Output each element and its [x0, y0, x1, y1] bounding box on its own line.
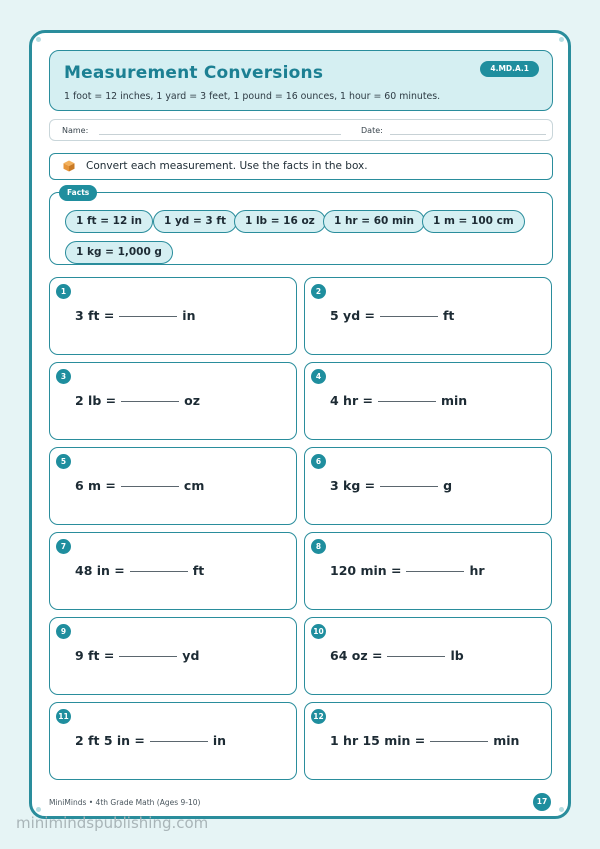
problem-left: 2 ft 5 in = — [75, 733, 145, 748]
problem-text — [75, 478, 204, 493]
problem-left: 1 hr 15 min = — [330, 733, 426, 748]
problem-number: 11 — [56, 709, 71, 724]
corner-dot — [559, 37, 564, 42]
answer-blank[interactable] — [406, 571, 464, 572]
problem-card — [49, 362, 297, 440]
problem-left: 3 kg = — [330, 478, 376, 493]
footer-text: MiniMinds • 4th Grade Math (Ages 9-10) — [49, 798, 201, 807]
watermark: minimindspublishing.com — [16, 814, 209, 832]
problem-left: 6 m = — [75, 478, 116, 493]
instruction-text: Convert each measurement. Use the facts in the box. — [86, 160, 368, 172]
corner-dot — [559, 807, 564, 812]
problem-text — [75, 393, 200, 408]
answer-blank[interactable] — [380, 316, 438, 317]
problem-unit: min — [440, 393, 468, 408]
problem-text — [330, 393, 467, 408]
problem-card — [49, 617, 297, 695]
problem-left: 3 ft = — [75, 308, 115, 323]
problem-card — [49, 447, 297, 525]
problem-text — [330, 648, 464, 663]
problem-number: 9 — [56, 624, 71, 639]
fact-chip: 1 kg = 1,000 g — [65, 241, 173, 264]
problem-unit: yd — [182, 648, 200, 663]
fact-chip: 1 yd = 3 ft — [153, 210, 237, 233]
problem-unit: lb — [450, 648, 464, 663]
cube-icon — [63, 160, 75, 172]
instruction-bar — [49, 153, 553, 180]
problem-unit: cm — [183, 478, 205, 493]
problem-text — [75, 733, 226, 748]
answer-blank[interactable] — [380, 486, 438, 487]
problem-left: 5 yd = — [330, 308, 375, 323]
problem-card — [49, 532, 297, 610]
problem-number: 5 — [56, 454, 71, 469]
problem-unit: g — [443, 478, 453, 493]
worksheet-page — [29, 30, 571, 819]
date-label: Date: — [361, 126, 383, 135]
answer-blank[interactable] — [121, 401, 179, 402]
problem-text — [75, 563, 204, 578]
problem-left: 9 ft = — [75, 648, 115, 663]
problem-left: 120 min = — [330, 563, 402, 578]
problem-number: 2 — [311, 284, 326, 299]
problem-unit: in — [182, 308, 196, 323]
problem-number: 6 — [311, 454, 326, 469]
answer-blank[interactable] — [150, 741, 208, 742]
answer-blank[interactable] — [430, 741, 488, 742]
problem-number: 1 — [56, 284, 71, 299]
answer-blank[interactable] — [378, 401, 436, 402]
problem-left: 64 oz = — [330, 648, 383, 663]
fact-chip: 1 lb = 16 oz — [234, 210, 326, 233]
problem-card — [304, 277, 552, 355]
answer-blank[interactable] — [130, 571, 188, 572]
page-number: 17 — [533, 793, 551, 811]
problem-card — [304, 702, 552, 780]
problem-left: 2 lb = — [75, 393, 117, 408]
problem-text — [330, 308, 454, 323]
answer-blank[interactable] — [121, 486, 179, 487]
worksheet-header — [49, 50, 553, 111]
problem-number: 7 — [56, 539, 71, 554]
page-title: Measurement Conversions — [64, 63, 324, 83]
problem-number: 10 — [311, 624, 326, 639]
problem-text — [330, 563, 485, 578]
problem-card — [304, 617, 552, 695]
problem-unit: min — [493, 733, 520, 748]
facts-label: Facts — [59, 185, 97, 201]
fact-chip: 1 hr = 60 min — [323, 210, 425, 233]
facts-box — [49, 188, 553, 265]
problem-unit: in — [212, 733, 227, 748]
name-date-bar — [49, 119, 553, 141]
problem-card — [49, 277, 297, 355]
answer-blank[interactable] — [387, 656, 445, 657]
date-field[interactable] — [390, 134, 546, 135]
problem-number: 8 — [311, 539, 326, 554]
problem-card — [304, 447, 552, 525]
problem-number: 3 — [56, 369, 71, 384]
name-field[interactable] — [99, 134, 341, 135]
problem-card — [304, 362, 552, 440]
problem-unit: hr — [469, 563, 485, 578]
fact-chip: 1 m = 100 cm — [422, 210, 525, 233]
corner-dot — [36, 37, 41, 42]
corner-dot — [36, 807, 41, 812]
problem-text — [330, 478, 452, 493]
problem-number: 4 — [311, 369, 326, 384]
problem-left: 4 hr = — [330, 393, 373, 408]
problem-unit: ft — [192, 563, 205, 578]
problem-card — [49, 702, 297, 780]
problem-text — [75, 308, 195, 323]
answer-blank[interactable] — [119, 656, 177, 657]
problem-card — [304, 532, 552, 610]
problem-unit: ft — [442, 308, 455, 323]
problem-number: 12 — [311, 709, 326, 724]
problem-unit: oz — [184, 393, 200, 408]
problem-left: 48 in = — [75, 563, 125, 578]
problem-text — [75, 648, 199, 663]
page-subtitle: 1 foot = 12 inches, 1 yard = 3 feet, 1 pound = 16 ounces, 1 hour = 60 minutes. — [64, 91, 441, 102]
standard-badge: 4.MD.A.1 — [480, 61, 539, 77]
fact-chip: 1 ft = 12 in — [65, 210, 153, 233]
answer-blank[interactable] — [119, 316, 177, 317]
name-label: Name: — [62, 126, 89, 135]
problem-text — [330, 733, 519, 748]
